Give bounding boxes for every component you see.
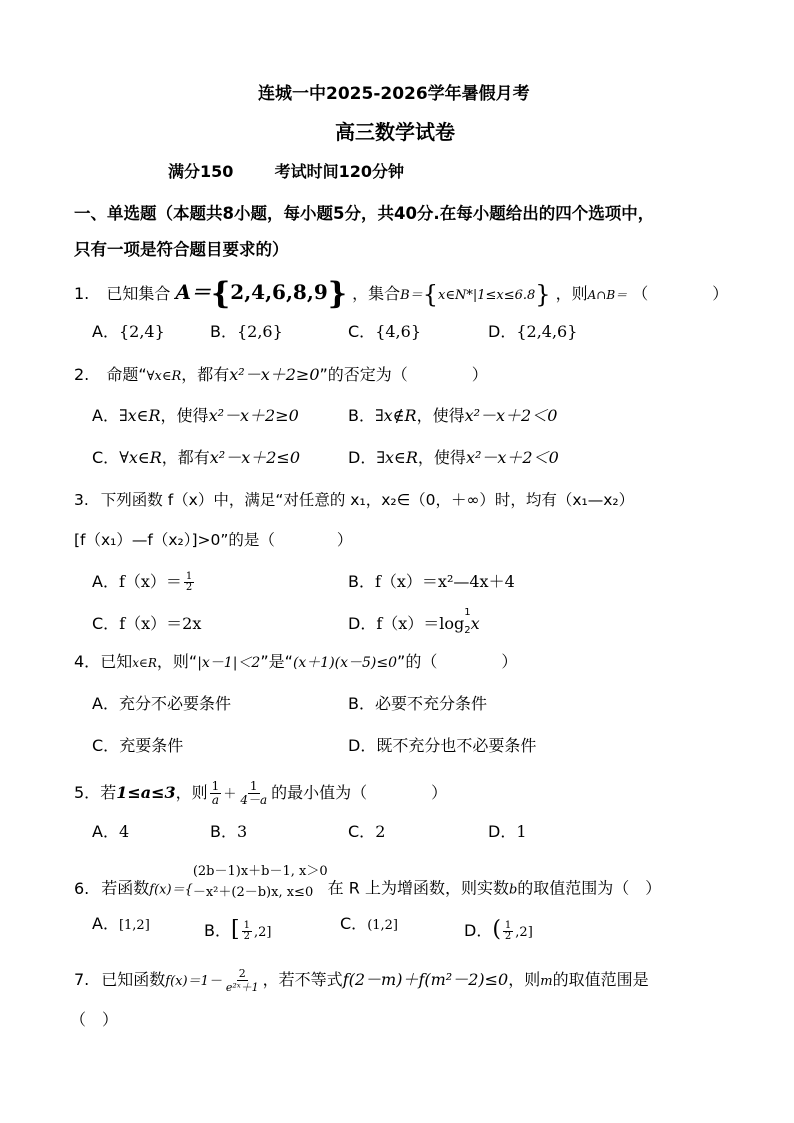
question-6: 6. 若函数f(x)＝{ (2b－1)x＋b－1, x＞0 －x²＋(2－b)x, x≤0 在 R 上为增函数，则实数b的取值范围为（ ）: [74, 874, 661, 904]
section-heading-line2: 只有一项是符合题目要求的）: [74, 240, 289, 259]
q3-option-a[interactable]: A．f（x）＝ $\frac{1}{2}$: [92, 571, 193, 593]
school-title: 连城一中2025-2026学年暑假月考: [258, 84, 530, 104]
q4-option-c[interactable]: C．充要条件: [92, 736, 184, 755]
q4-option-d[interactable]: D．既不充分也不必要条件: [348, 736, 537, 755]
q1-option-d[interactable]: D．{2,4,6}: [488, 322, 578, 341]
q6-option-b[interactable]: B．[ $\frac{1}{2}$ ,2]: [204, 917, 272, 942]
question-7-answer-paren: （ ）: [70, 1010, 119, 1029]
question-3-line2: [f（x₁）—f（x₂）]>0”的是（ ）: [74, 531, 353, 549]
section-heading-line1: 一、单选题（本题共8小题，每小题5分，共40分.在每小题给出的四个选项中，: [74, 204, 655, 223]
question-5: 5．若1≤a≤3，则 $\frac{1}{a}$ ＋ $\frac{1}{4-a}$ 的最小值为（ ）: [74, 779, 448, 807]
q2-option-d[interactable]: D．∃x∈R，使得x²－x＋2＜0: [348, 448, 559, 467]
q4-option-a[interactable]: A．充分不必要条件: [92, 694, 231, 713]
question-2: 2. 命题“∀x∈R，都有x²－x＋2≥0”的否定为（ ）: [74, 365, 488, 384]
question-4: 4．已知x∈R，则“|x－1|＜2”是“(x＋1)(x－5)≤0”的（ ）: [74, 652, 518, 671]
q2-option-c[interactable]: C．∀x∈R，都有x²－x＋2≤0: [92, 448, 301, 467]
q6-option-c[interactable]: C．(1,2]: [340, 914, 399, 933]
subject-title: 高三数学试卷: [335, 120, 455, 144]
q2-option-b[interactable]: B．∃x∉R，使得x²－x＋2＜0: [348, 406, 558, 425]
q5-option-d[interactable]: D．1: [488, 822, 527, 841]
question-3-line1: 3. 下列函数 f（x）中，满足“对任意的 x₁，x₂∈（0，＋∞）时，均有（x₁—x₂）: [74, 491, 635, 509]
q4-option-b[interactable]: B．必要不充分条件: [348, 694, 487, 713]
q1-option-b[interactable]: B．{2,6}: [210, 322, 283, 341]
q6-option-d[interactable]: D．( $\frac{1}{2}$ ,2]: [464, 917, 533, 942]
q1-option-a[interactable]: A．{2,4}: [92, 322, 165, 341]
q3-option-c[interactable]: C．f（x）＝2x: [92, 614, 202, 633]
q3-option-d[interactable]: D．$f(x)=\log_{2 1}$ x: [348, 607, 480, 637]
q5-option-b[interactable]: B．3: [210, 822, 248, 841]
q6-option-a[interactable]: A．[1,2]: [92, 914, 150, 933]
q3-option-b[interactable]: B．f（x）＝x²—4x＋4: [348, 572, 515, 591]
q5-option-a[interactable]: A．4: [92, 822, 130, 841]
q1-option-c[interactable]: C．{4,6}: [348, 322, 421, 341]
question-7: 7. 已知函数f(x)＝1－ $\frac{2}{\text{e²ˣ＋1}}$ ，若不等式f(2－m)＋f(m²－2)≤0，则m的取值范围是: [74, 967, 649, 994]
q2-option-a[interactable]: A．∃x∈R，使得x²－x＋2≥0: [92, 406, 299, 425]
exam-info: [168, 162, 404, 182]
piecewise-cases: (2b－1)x＋b－1, x＞0 －x²＋(2－b)x, x≤0: [192, 864, 328, 900]
full-score: 满分150: [168, 162, 234, 181]
question-1: 1. 已知集合 A＝{2,4,6,8,9} ，集合B＝{x∈N*|1≤x≤6.8} ，则A∩B＝ （ ）: [74, 276, 729, 312]
exam-time: 考试时间120分钟: [274, 162, 404, 181]
q5-option-c[interactable]: C．2: [348, 822, 386, 841]
